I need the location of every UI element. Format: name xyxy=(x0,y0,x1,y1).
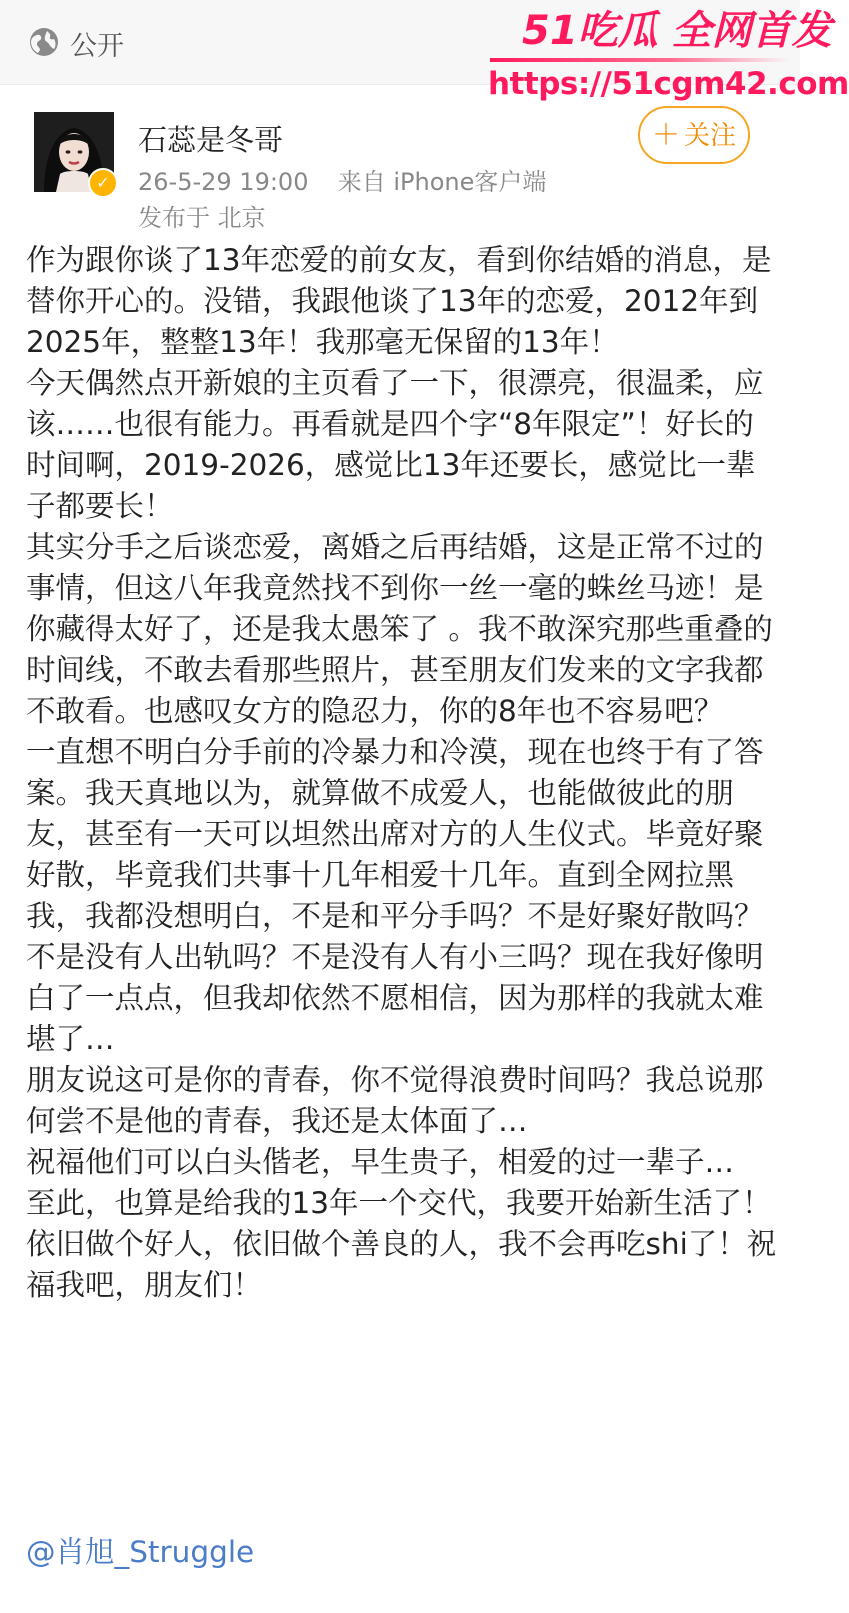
watermark-url: https://51cgm42.com xyxy=(488,66,849,102)
author-name[interactable]: 石蕊是冬哥 xyxy=(138,123,284,157)
globe-icon xyxy=(28,26,60,58)
source-prefix: 来自 xyxy=(337,168,386,196)
post-paragraph: 其实分手之后谈恋爱，离婚之后再结婚，这是正常不过的事情，但这八年我竟然找不到你一丝一毫的蛛丝马迹！是你藏得太好了，还是我太愚笨了 。我不敢深究那些重叠的时间线，不敢去看那些照片，甚至朋友们发来的文字我都不敢看。也感叹女方的隐忍力，你的8年也不容易吧？ xyxy=(26,530,773,728)
mention-link[interactable]: @肖旭_Struggle xyxy=(26,1535,255,1569)
post-paragraph: 朋友说这可是你的青春，你不觉得浪费时间吗？我总说那何尝不是他的青春，我还是太体面了… xyxy=(26,1063,764,1138)
post-paragraph: 一直想不明白分手前的冷暴力和冷漠，现在也终于有了答案。我天真地以为，就算做不成爱人，也能做彼此的朋友，甚至有一天可以坦然出席对方的人生仪式。毕竟好聚好散，毕竟我们共事十几年相爱十几年。直到全网拉黑我，我都没想明白，不是和平分手吗？不是好聚好散吗？不是没有人出轨吗？不是没有人有小三吗？现在我好像明白了一点点，但我却依然不愿相信，因为那样的我就太难堪了… xyxy=(26,735,764,1056)
watermark-logo-text: 51吃瓜 全网首发 xyxy=(522,8,832,54)
follow-button[interactable] xyxy=(638,106,750,164)
watermark-underline xyxy=(490,58,790,62)
plus-icon: ＋ xyxy=(651,118,680,151)
verified-badge-icon: ✓ xyxy=(88,168,118,198)
post-timestamp: 26-5-29 19:00 xyxy=(138,168,309,196)
follow-label: 关注 xyxy=(684,121,737,151)
post-paragraph: 作为跟你谈了13年恋爱的前女友，看到你结婚的消息，是替你开心的。没错，我跟他谈了13年的恋爱，2012年到2025年，整整13年！我那毫无保留的13年！ xyxy=(26,243,772,359)
post-location: 发布于 北京 xyxy=(138,204,266,232)
visibility-label: 公开 xyxy=(70,31,124,62)
post-paragraph: 祝福他们可以白头偕老，早生贵子，相爱的过一辈子… xyxy=(26,1145,735,1179)
post-source[interactable]: iPhone客户端 xyxy=(393,168,547,196)
post-body xyxy=(26,240,778,1306)
post-paragraph: 今天偶然点开新娘的主页看了一下，很漂亮，很温柔，应该……也很有能力。再看就是四个字“8年限定”！好长的时间啊，2019-2026，感觉比13年还要长，感觉比一辈子都要长！ xyxy=(26,366,764,523)
post-paragraph: 至此，也算是给我的13年一个交代，我要开始新生活了！依旧做个好人，依旧做个善良的人，我不会再吃shi了！祝福我吧，朋友们！ xyxy=(26,1186,777,1302)
post-meta xyxy=(138,162,546,197)
watermark-logo xyxy=(520,6,832,56)
